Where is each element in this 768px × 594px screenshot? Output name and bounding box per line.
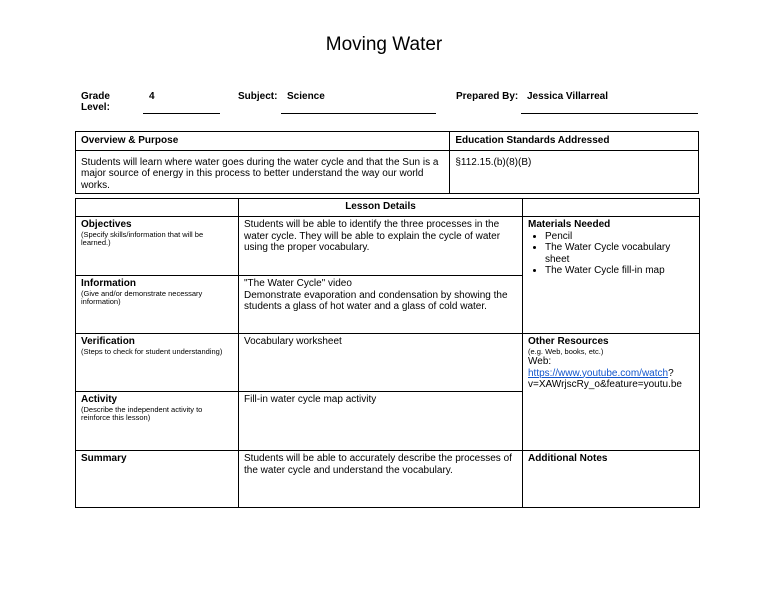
youtube-link[interactable]: https://www.youtube.com/watch bbox=[528, 367, 669, 379]
materials-label: Materials Needed bbox=[528, 219, 611, 230]
materials-cell bbox=[523, 217, 700, 334]
information-text: Demonstrate evaporation and condensation by showing the students a glass of hot water and a glass of cold water. bbox=[244, 289, 508, 312]
resources-hint: (e.g. Web, books, etc.) bbox=[528, 346, 604, 356]
list-item: • Pencil bbox=[545, 231, 694, 243]
lesson-header-blank-right bbox=[523, 199, 700, 217]
subject-underline bbox=[281, 113, 436, 114]
summary-text: Students will be able to accurately describe the processes of the water cycle and understand the vocabulary. bbox=[239, 451, 523, 508]
overview-text: Students will learn where water goes during the water cycle and that the Sun is a major source of energy in this process to better understand the way our world works. bbox=[76, 150, 450, 194]
objectives-label-cell bbox=[76, 217, 239, 276]
list-item: • The Water Cycle fill-in map bbox=[545, 265, 694, 277]
grade-label-line-2: Level: bbox=[81, 102, 110, 113]
objectives-hint: (Specify skills/information that will be learned.) bbox=[81, 229, 204, 247]
information-label: Information bbox=[81, 278, 136, 289]
verification-hint: (Steps to check for student understanding) bbox=[81, 346, 223, 356]
objectives-label: Objectives bbox=[81, 219, 132, 230]
resources-link-line bbox=[528, 368, 694, 391]
resources-cell bbox=[523, 334, 700, 451]
lesson-details-heading: Lesson Details bbox=[239, 199, 523, 217]
verification-label-cell bbox=[76, 334, 239, 392]
prepared-by-underline bbox=[521, 113, 698, 114]
prepared-by-value: Jessica Villarreal bbox=[527, 91, 608, 102]
page-title: Moving Water bbox=[325, 34, 443, 55]
summary-label: Summary bbox=[81, 453, 127, 464]
materials-list bbox=[528, 231, 694, 277]
information-hint: (Give and/or demonstrate necessary information) bbox=[81, 288, 203, 306]
grade-label bbox=[81, 91, 110, 113]
information-text-cell bbox=[239, 276, 523, 334]
activity-label: Activity bbox=[81, 394, 118, 405]
verification-label: Verification bbox=[81, 336, 135, 347]
standards-heading: Education Standards Addressed bbox=[450, 132, 699, 151]
list-item: • The Water Cycle vocabulary sheet bbox=[545, 242, 694, 265]
grade-value: 4 bbox=[149, 91, 155, 102]
grade-label-line-1: Grade bbox=[81, 91, 110, 102]
objectives-text: Students will be able to identify the three processes in the water cycle. They will be able to explain the cycle of water using the proper vocabulary. bbox=[239, 217, 523, 276]
subject-value: Science bbox=[287, 91, 325, 102]
activity-hint: (Describe the independent activity to reinforce this lesson) bbox=[81, 404, 203, 422]
resources-web-label: Web: bbox=[528, 356, 552, 367]
grade-underline bbox=[143, 113, 220, 114]
standards-text: §112.15.(b)(8)(B) bbox=[450, 150, 699, 194]
lesson-details-table bbox=[75, 198, 700, 508]
verification-text: Vocabulary worksheet bbox=[239, 334, 523, 392]
lesson-header-blank bbox=[76, 199, 239, 217]
activity-text: Fill-in water cycle map activity bbox=[239, 392, 523, 451]
notes-cell bbox=[523, 451, 700, 508]
information-label-cell bbox=[76, 276, 239, 334]
overview-table bbox=[75, 131, 699, 194]
information-video-title: "The Water Cycle" video bbox=[244, 278, 352, 289]
overview-heading: Overview & Purpose bbox=[76, 132, 450, 151]
activity-label-cell bbox=[76, 392, 239, 451]
summary-label-cell bbox=[76, 451, 239, 508]
resources-label: Other Resources bbox=[528, 336, 609, 347]
notes-label: Additional Notes bbox=[528, 453, 608, 464]
prepared-by-label: Prepared By: bbox=[456, 91, 519, 102]
youtube-link-rest: ?v=XAWrjscRy_o&feature=youtu.be bbox=[528, 367, 682, 390]
subject-label: Subject: bbox=[238, 91, 278, 102]
